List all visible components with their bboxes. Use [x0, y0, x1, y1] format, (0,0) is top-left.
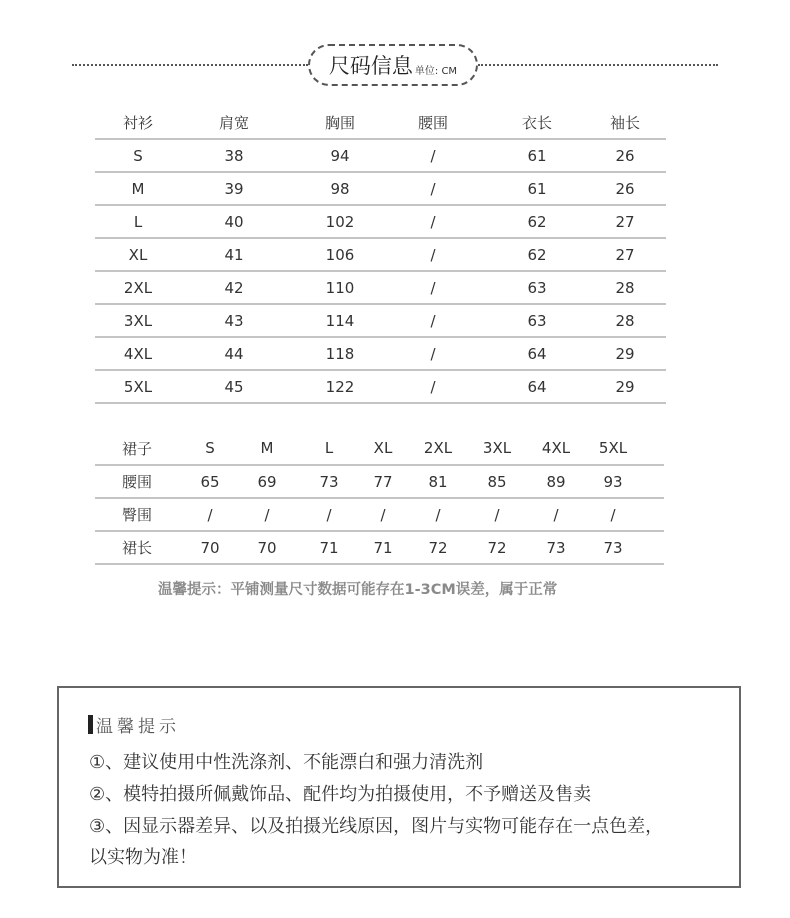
table-cell: 70: [257, 538, 277, 557]
unit-label: 单位: CM: [414, 65, 458, 77]
shirt-size-table: [95, 106, 666, 406]
table-cell: /: [430, 212, 436, 231]
table-cell: 40: [224, 212, 244, 231]
table-cell: 102: [325, 212, 355, 231]
table-row: [95, 172, 666, 205]
table-cell: 93: [603, 472, 623, 491]
column-header: L: [324, 439, 334, 457]
table-cell: 65: [200, 472, 220, 491]
row-label-cell: XL: [128, 245, 148, 264]
table-cell: /: [430, 344, 436, 363]
column-header: 衣长: [521, 113, 553, 132]
table-cell: 106: [325, 245, 355, 264]
row-divider: [95, 402, 666, 404]
table-cell: /: [430, 245, 436, 264]
column-header: 2XL: [423, 439, 453, 457]
table-cell: 27: [615, 245, 635, 264]
column-header: 袖长: [609, 113, 641, 132]
row-label-cell: 臀围: [121, 506, 153, 524]
table-header-row: [95, 432, 664, 464]
column-header: 3XL: [482, 439, 512, 457]
table-cell: 89: [546, 472, 566, 491]
table-cell: 61: [527, 146, 547, 165]
table-cell: 73: [603, 538, 623, 557]
row-label-cell: M: [131, 179, 145, 198]
table-cell: 72: [428, 538, 448, 557]
table-row: [95, 337, 666, 370]
table-row: [95, 139, 666, 172]
header-divider-right: [478, 64, 718, 66]
column-header: 衬衫: [122, 113, 154, 132]
section-title: 尺码信息: [328, 54, 413, 78]
table-cell: 64: [527, 377, 547, 396]
table-cell: 26: [615, 146, 635, 165]
row-label-cell: 腰围: [121, 473, 153, 491]
table-cell: 63: [527, 311, 547, 330]
table-cell: /: [435, 505, 441, 524]
table-row: [95, 304, 666, 337]
table-cell: 77: [373, 472, 393, 491]
table-header-row: [95, 106, 666, 138]
table-cell: 71: [373, 538, 393, 557]
skirt-size-table: [95, 432, 664, 565]
row-label-cell: 5XL: [123, 377, 153, 396]
table-row: [95, 238, 666, 271]
row-label-cell: 裙长: [121, 539, 153, 557]
table-row: [95, 465, 664, 498]
table-cell: 44: [224, 344, 244, 363]
table-cell: 81: [428, 472, 448, 491]
table-cell: 42: [224, 278, 244, 297]
table-cell: 38: [224, 146, 244, 165]
table-cell: 110: [325, 278, 355, 297]
table-cell: 64: [527, 344, 547, 363]
table-cell: 70: [200, 538, 220, 557]
table-cell: 43: [224, 311, 244, 330]
table-cell: 39: [224, 179, 244, 198]
table-cell: 85: [487, 472, 507, 491]
table-cell: 63: [527, 278, 547, 297]
table-cell: /: [264, 505, 270, 524]
table-cell: 28: [615, 311, 635, 330]
table-cell: 118: [325, 344, 355, 363]
table-row: [95, 205, 666, 238]
table-cell: 41: [224, 245, 244, 264]
section-title-badge: [308, 44, 478, 86]
column-header: 肩宽: [218, 113, 250, 132]
column-header: 4XL: [541, 439, 571, 457]
table-row: [95, 271, 666, 304]
table-cell: /: [207, 505, 213, 524]
row-label-cell: 2XL: [123, 278, 153, 297]
table-cell: /: [610, 505, 616, 524]
table-cell: 94: [330, 146, 350, 165]
table-cell: 73: [319, 472, 339, 491]
tip-line: 以实物为准！: [89, 847, 197, 868]
tip-line: ①、建议使用中性洗涤剂、不能漂白和强力清洗剂: [89, 752, 484, 773]
row-label-cell: L: [133, 212, 143, 231]
row-label-cell: 3XL: [123, 311, 153, 330]
table-cell: 62: [527, 212, 547, 231]
column-header: 5XL: [598, 439, 628, 457]
tips-title-text: 温馨提示: [96, 717, 180, 737]
table-cell: /: [326, 505, 332, 524]
table-cell: 72: [487, 538, 507, 557]
tips-title: [88, 712, 180, 737]
table-row: [95, 531, 664, 564]
title-bar-marker: [88, 715, 93, 734]
table-cell: 29: [615, 377, 635, 396]
table-cell: /: [494, 505, 500, 524]
table-cell: /: [430, 311, 436, 330]
row-divider: [95, 563, 664, 565]
table-cell: 122: [325, 377, 355, 396]
table-cell: 61: [527, 179, 547, 198]
table-row: [95, 498, 664, 531]
column-header: 胸围: [324, 113, 356, 132]
header-divider-left: [72, 64, 308, 66]
row-label-cell: S: [133, 146, 143, 165]
column-header: 裙子: [121, 439, 153, 458]
table-cell: 69: [257, 472, 277, 491]
table-cell: 29: [615, 344, 635, 363]
table-cell: 45: [224, 377, 244, 396]
table-cell: 62: [527, 245, 547, 264]
column-header: S: [205, 439, 215, 457]
table-cell: 73: [546, 538, 566, 557]
table-cell: /: [430, 377, 436, 396]
tip-line: ②、模特拍摄所佩戴饰品、配件均为拍摄使用，不予赠送及售卖: [89, 784, 592, 805]
tip-line: ③、因显示器差异、以及拍摄光线原因，图片与实物可能存在一点色差，: [89, 816, 664, 837]
column-header: XL: [373, 439, 393, 457]
table-cell: 26: [615, 179, 635, 198]
table-cell: 27: [615, 212, 635, 231]
table-cell: 114: [325, 311, 355, 330]
table-cell: 71: [319, 538, 339, 557]
table-cell: /: [430, 179, 436, 198]
column-header: 腰围: [417, 113, 449, 132]
measurement-note: 温馨提示：平铺测量尺寸数据可能存在1-3CM误差，属于正常: [158, 582, 558, 598]
table-cell: /: [430, 146, 436, 165]
column-header: M: [260, 439, 274, 457]
table-cell: /: [430, 278, 436, 297]
table-row: [95, 370, 666, 403]
table-cell: 98: [330, 179, 350, 198]
table-cell: /: [380, 505, 386, 524]
table-cell: /: [553, 505, 559, 524]
row-label-cell: 4XL: [123, 344, 153, 363]
table-cell: 28: [615, 278, 635, 297]
